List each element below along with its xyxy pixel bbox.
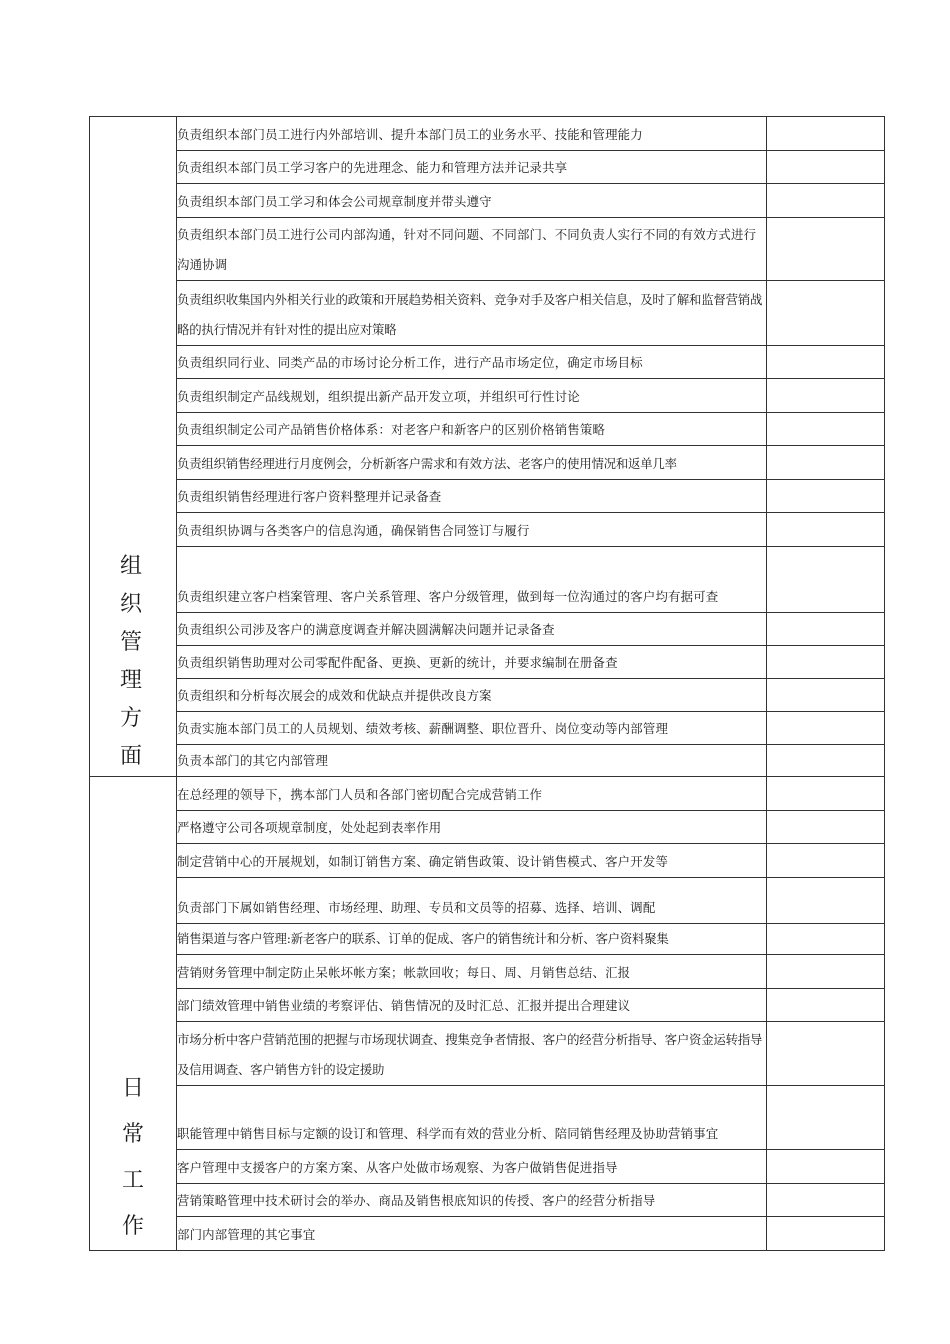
check-cell[interactable] [767,646,885,679]
duty-item: 负责组织销售经理进行客户资料整理并记录备查 [177,480,767,513]
duty-item: 负责组织本部门员工进行公司内部沟通，针对不同问题、不同部门、不同负责人实行不同的有效方式进行沟通协调 [177,218,767,281]
duty-item: 负责组织同行业、同类产品的市场讨论分析工作，进行产品市场定位，确定市场目标 [177,346,767,379]
check-cell[interactable] [767,547,885,613]
duty-item: 负责组织收集国内外相关行业的政策和开展趋势相关资料、竞争对手及客户相关信息，及时了解和监督营销战略的执行情况并有针对性的提出应对策略 [177,281,767,346]
table-row [90,446,885,480]
table-row [90,379,885,413]
table-row [90,955,885,989]
check-cell[interactable] [767,151,885,184]
duty-item: 市场分析中客户营销范围的把握与市场现状调查、搜集竞争者情报、客户的经营分析指导、客户资金运转指导及信用调查、客户销售方针的设定援助 [177,1022,767,1086]
check-cell[interactable] [767,844,885,878]
table-row [90,1022,885,1086]
category-cell-org [90,117,177,777]
duty-item: 负责组织制定产品线规划，组织提出新产品开发立项，并组织可行性讨论 [177,379,767,413]
duty-item: 严格遵守公司各项规章制度，处处起到表率作用 [177,811,767,844]
duty-item: 营销策略管理中技术研讨会的举办、商品及销售根底知识的传授、客户的经营分析指导 [177,1184,767,1217]
duty-item: 负责组织本部门员工学习和体会公司规章制度并带头遵守 [177,184,767,218]
table-row [90,513,885,547]
duty-item: 负责实施本部门员工的人员规划、绩效考核、薪酬调整、职位晋升、岗位变动等内部管理 [177,712,767,745]
check-cell[interactable] [767,413,885,446]
check-cell[interactable] [767,745,885,777]
table-row [90,117,885,151]
table-row [90,480,885,513]
table-row [90,281,885,346]
table-row [90,1150,885,1184]
check-cell[interactable] [767,1086,885,1150]
duty-item: 负责本部门的其它内部管理 [177,745,767,777]
duty-item: 部门内部管理的其它事宜 [177,1217,767,1251]
duty-item: 职能管理中销售目标与定额的设订和管理、科学而有效的营业分析、陪同销售经理及协助营销事宜 [177,1086,767,1150]
check-cell[interactable] [767,777,885,811]
table-row [90,811,885,844]
check-cell[interactable] [767,281,885,346]
table-row [90,1217,885,1251]
duty-item: 部门绩效管理中销售业绩的考察评估、销售情况的及时汇总、汇报并提出合理建议 [177,989,767,1022]
duty-item: 负责组织销售助理对公司零配件配备、更换、更新的统计，并要求编制在册备查 [177,646,767,679]
duty-item: 销售渠道与客户管理:新老客户的联系、订单的促成、客户的销售统计和分析、客户资料聚集 [177,924,767,955]
table-row [90,712,885,745]
check-cell[interactable] [767,679,885,712]
table-row [90,745,885,777]
check-cell[interactable] [767,1022,885,1086]
duty-table [89,116,885,1251]
check-cell[interactable] [767,613,885,646]
check-cell[interactable] [767,989,885,1022]
check-cell[interactable] [767,878,885,924]
duty-item: 在总经理的领导下，携本部门人员和各部门密切配合完成营销工作 [177,777,767,811]
check-cell[interactable] [767,346,885,379]
check-cell[interactable] [767,924,885,955]
duty-item: 负责组织销售经理进行月度例会，分析新客户需求和有效方法、老客户的使用情况和返单几率 [177,446,767,480]
table-row [90,646,885,679]
duty-item: 负责组织公司涉及客户的满意度调查并解决圆满解决问题并记录备查 [177,613,767,646]
table-row [90,679,885,712]
table-row [90,1086,885,1150]
table-row [90,218,885,281]
table-row [90,1184,885,1217]
duty-item: 负责组织和分析每次展会的成效和优缺点并提供改良方案 [177,679,767,712]
check-cell[interactable] [767,1217,885,1251]
check-cell[interactable] [767,446,885,480]
table-row [90,547,885,613]
check-cell[interactable] [767,184,885,218]
duty-item: 客户管理中支援客户的方案方案、从客户处做市场观察、为客户做销售促进指导 [177,1150,767,1184]
duty-item: 制定营销中心的开展规划，如制订销售方案、确定销售政策、设计销售模式、客户开发等 [177,844,767,878]
check-cell[interactable] [767,379,885,413]
table-row [90,151,885,184]
check-cell[interactable] [767,811,885,844]
check-cell[interactable] [767,117,885,151]
check-cell[interactable] [767,480,885,513]
table-row [90,777,885,811]
table-row [90,413,885,446]
duty-item: 负责组织建立客户档案管理、客户关系管理、客户分级管理，做到每一位沟通过的客户均有据可查 [177,547,767,613]
check-cell[interactable] [767,1150,885,1184]
table-row [90,989,885,1022]
check-cell[interactable] [767,955,885,989]
duty-item: 营销财务管理中制定防止呆帐坏帐方案；帐款回收；每日、周、月销售总结、汇报 [177,955,767,989]
check-cell[interactable] [767,513,885,547]
check-cell[interactable] [767,712,885,745]
duty-item: 负责组织制定公司产品销售价格体系：对老客户和新客户的区别价格销售策略 [177,413,767,446]
table-row [90,346,885,379]
table-row [90,878,885,924]
table-row [90,924,885,955]
duty-item: 负责组织本部门员工学习客户的先进理念、能力和管理方法并记录共享 [177,151,767,184]
duty-item: 负责组织本部门员工进行内外部培训、提升本部门员工的业务水平、技能和管理能力 [177,117,767,151]
category-cell-daily [90,777,177,1251]
check-cell[interactable] [767,218,885,281]
check-cell[interactable] [767,1184,885,1217]
duty-item: 负责组织协调与各类客户的信息沟通，确保销售合同签订与履行 [177,513,767,547]
duty-item: 负责部门下属如销售经理、市场经理、助理、专员和文员等的招募、选择、培训、调配 [177,878,767,924]
table-row [90,844,885,878]
category-label-org: 组织 管理 方面 [119,554,158,769]
table-row [90,613,885,646]
category-label-daily: 日 常 工 作 [121,1076,144,1239]
table-row [90,184,885,218]
